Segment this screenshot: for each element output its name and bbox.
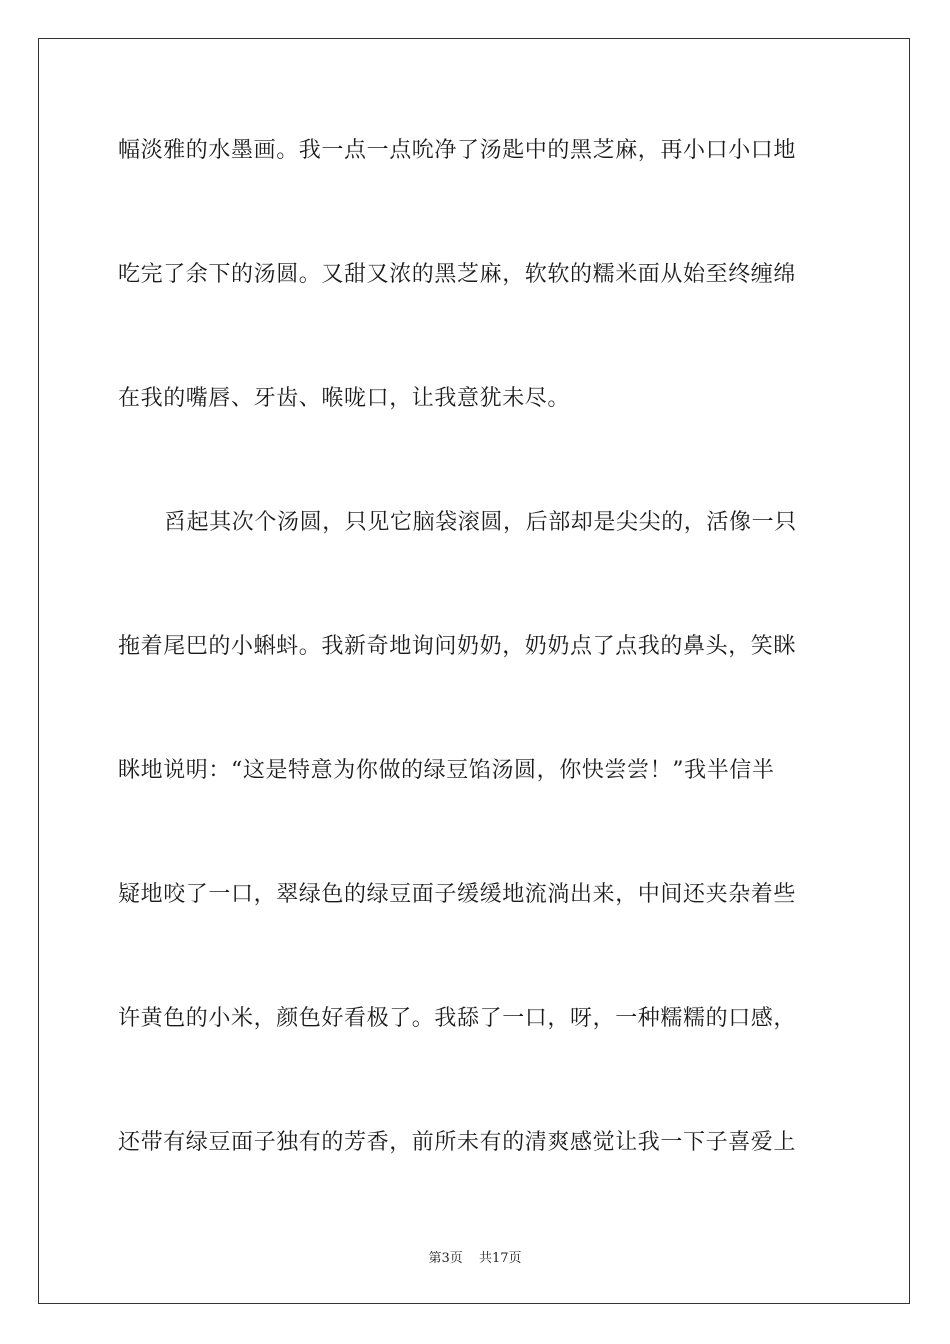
page-border [38,38,910,1304]
body-text-line-9: 还带有绿豆面子独有的芳香，前所未有的清爽感觉让我一下子喜爱上 [118,1130,797,1155]
body-text-line-8: 许黄色的小米，颜色好看极了。我舔了一口，呀，一种糯糯的口感， [118,1006,797,1031]
body-text-line-3: 在我的嘴唇、牙齿、喉咙口，让我意犹未尽。 [118,386,571,411]
page-footer [0,1250,950,1268]
page-number: 第3页 [428,1251,463,1266]
body-text-line-1: 幅淡雅的水墨画。我一点一点吮净了汤匙中的黑芝麻，再小口小口地 [118,138,797,163]
body-text-line-7: 疑地咬了一口，翠绿色的绿豆面子缓缓地流淌出来，中间还夹杂着些 [118,882,797,907]
paragraph-start-line: 舀起其次个汤圆，只见它脑袋滚圆，后部却是尖尖的，活像一只 [164,510,797,535]
body-text-line-6: 眯地说明：“这是特意为你做的绿豆馅汤圆，你快尝尝！”我半信半 [118,758,775,783]
total-pages: 共17页 [478,1251,522,1266]
body-text-line-5: 拖着尾巴的小蝌蚪。我新奇地询问奶奶，奶奶点了点我的鼻头，笑眯 [118,634,797,659]
body-text-line-2: 吃完了余下的汤圆。又甜又浓的黑芝麻，软软的糯米面从始至终缠绵 [118,262,797,287]
